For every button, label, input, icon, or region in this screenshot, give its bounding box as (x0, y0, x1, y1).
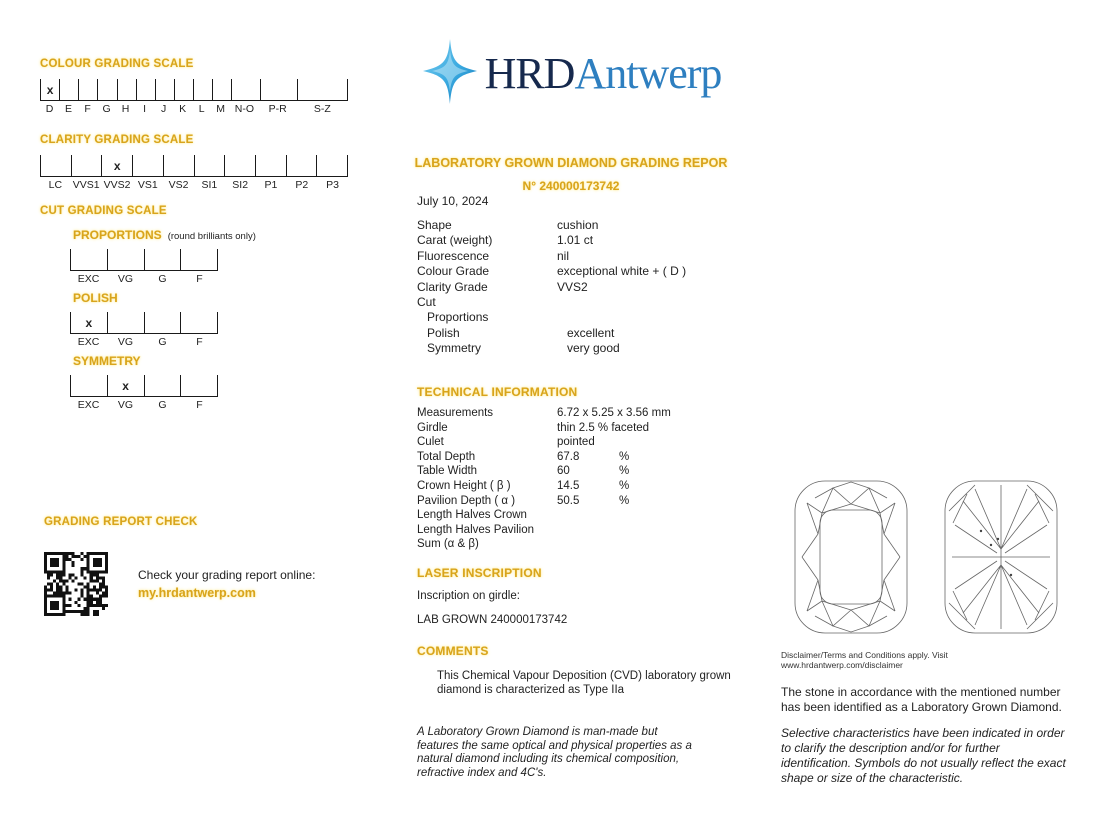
kv-row (417, 326, 737, 341)
brand-hrd: HRD (484, 49, 575, 98)
scale-cell-label: G (158, 273, 167, 285)
kv-row (417, 218, 737, 233)
kv-label: Measurements (417, 407, 494, 419)
kv-value: nil (557, 248, 570, 263)
kv-label: Polish (427, 325, 460, 340)
laser-inscription-value: LAB GROWN 240000173742 (417, 614, 568, 626)
scale-cell-label: G (158, 399, 167, 411)
kv-unit: % (619, 450, 630, 463)
proportions-note: (round brilliants only) (167, 231, 256, 242)
kv-value: 50.5 (557, 494, 580, 507)
scale-cell-SI2 (224, 155, 255, 176)
report-check-title: GRADING REPORT CHECK (44, 516, 198, 528)
scale-cell-label: H (121, 103, 130, 115)
scale-cell-label: P3 (326, 179, 339, 191)
clarity-grading-scale (40, 155, 348, 191)
scale-cell-label: M (216, 103, 226, 115)
scale-cell-J (155, 79, 174, 100)
kv-label: Colour Grade (417, 264, 490, 279)
diamond-pavilion-diagram (938, 477, 1064, 637)
kv-row (417, 295, 737, 310)
scale-cell-label: VG (117, 273, 134, 285)
symmetry-title: SYMMETRY (73, 354, 141, 368)
kv-unit: % (619, 479, 630, 492)
scale-cell-EXC (70, 375, 107, 396)
kv-label: Table Width (417, 465, 478, 478)
scale-cell-label: N-O (234, 103, 255, 115)
symmetry-scale (70, 375, 218, 411)
cut-grading-section (40, 205, 348, 411)
kv-row (417, 249, 737, 264)
scale-cell-label: L (198, 103, 205, 115)
scale-cell-label: F (196, 399, 203, 411)
diamond-crown-diagram (788, 477, 914, 637)
kv-row (417, 450, 737, 465)
kv-row (417, 233, 737, 248)
colour-grading-scale (40, 79, 348, 115)
report-title: LABORATORY GROWN DIAMOND GRADING REPOR (414, 156, 728, 170)
scale-cell-M (212, 79, 231, 100)
scale-cell-label: S-Z (313, 103, 331, 115)
scale-cell-P3 (316, 155, 348, 176)
kv-label: Pavilion Depth ( α ) (417, 494, 516, 507)
scale-cell-label: I (143, 103, 147, 115)
report-number: N° 240000173742 (522, 179, 620, 193)
kv-value: pointed (557, 436, 595, 449)
scale-cell-label: K (179, 103, 187, 115)
kv-label: Fluorescence (417, 248, 490, 263)
scale-cell-label: G (158, 336, 167, 348)
scale-cell-label: F (196, 273, 203, 285)
scale-cell-label: EXC (77, 336, 100, 348)
kv-label: Carat (weight) (417, 233, 493, 248)
scale-cell-G (144, 375, 181, 396)
laser-inscription-title: LASER INSCRIPTION (417, 566, 542, 580)
scale-cell-P1 (255, 155, 286, 176)
scale-cell-K (174, 79, 193, 100)
report-check-text: Check your grading report online: (138, 568, 316, 582)
scale-cell-label: VVS2 (103, 179, 131, 191)
selective-characteristics-text: Selective characteristics have been indicated in order to clarify the description and/or for further identification. Symbols do not usually reflect the exact shape or size of the characteristic. (781, 726, 1066, 785)
clarity-grading-section (40, 134, 348, 191)
proportions-scale (70, 249, 218, 285)
scale-cell-label: P1 (264, 179, 278, 191)
scale-cell-F (180, 375, 218, 396)
scale-cell-label: D (45, 103, 54, 115)
scale-cell-I (136, 79, 155, 100)
scale-cell-F (78, 79, 97, 100)
scale-cell-D (40, 79, 59, 100)
technical-info-title: TECHNICAL INFORMATION (417, 385, 578, 399)
clarity-scale-title: CLARITY GRADING SCALE (40, 134, 194, 146)
brand-antwerp: Antwerp (574, 49, 722, 98)
scale-cell-label: P-R (268, 103, 287, 115)
kv-value (557, 295, 605, 310)
scale-cell-N-O (231, 79, 259, 100)
kv-label: Proportions (427, 310, 489, 325)
kv-row (417, 523, 737, 538)
kv-value: very good (567, 341, 620, 356)
technical-info-table (417, 406, 737, 552)
kv-value: 60 (557, 465, 570, 478)
kv-row (417, 494, 737, 509)
grade-marker: x (113, 158, 121, 173)
kv-row (417, 310, 737, 325)
scale-cell-VG (107, 249, 144, 270)
kv-value: 1.01 ct (557, 233, 594, 248)
kv-value: cushion (557, 218, 599, 232)
kv-label: Cut (417, 295, 436, 310)
scale-cell-VG (107, 375, 144, 396)
stone-identification-text: The stone in accordance with the mentioned number has been identified as a Laboratory Grown Diamond. (781, 685, 1062, 714)
scale-cell-S-Z (297, 79, 348, 100)
disclaimer-text: Disclaimer/Terms and Conditions apply. Visit www.hrdantwerp.com/disclaimer (781, 650, 948, 670)
kv-value: 67.8 (557, 450, 580, 463)
kv-row (417, 280, 737, 295)
scale-cell-L (193, 79, 212, 100)
kv-unit: % (619, 465, 630, 478)
scale-cell-P-R (260, 79, 297, 100)
kv-row (417, 406, 737, 421)
colour-scale-title: COLOUR GRADING SCALE (40, 58, 194, 70)
kv-value: exceptional white + ( D ) (557, 264, 687, 279)
kv-label: Symmetry (427, 341, 481, 356)
scale-cell-label: VS1 (137, 179, 158, 191)
scale-cell-label: EXC (77, 399, 100, 411)
scale-cell-P2 (286, 155, 317, 176)
kv-value: excellent (567, 325, 615, 340)
kv-label: Sum (α & β) (417, 538, 479, 551)
kv-value (557, 508, 605, 523)
scale-cell-G (144, 312, 181, 333)
scale-cell-label: VS2 (168, 179, 189, 191)
laser-inscription-label: Inscription on girdle: (417, 590, 520, 602)
kv-value: VVS2 (557, 279, 588, 294)
scale-cell-label: F (196, 336, 203, 348)
kv-row (417, 537, 737, 552)
scale-cell-label: VVS1 (72, 179, 100, 191)
kv-row (417, 421, 737, 436)
scale-cell-label: SI1 (201, 179, 218, 191)
kv-label: Shape (417, 218, 452, 232)
kv-label: Clarity Grade (417, 279, 488, 294)
scale-cell-F (180, 249, 218, 270)
grade-marker: x (122, 378, 129, 393)
kv-row (417, 264, 737, 279)
kv-value (557, 537, 605, 552)
kv-row (417, 508, 737, 523)
brand-header (413, 38, 729, 110)
kv-value (557, 523, 605, 538)
grading-report-check-section (44, 516, 354, 616)
scale-cell-label: G (102, 103, 111, 115)
kv-label: Length Halves Pavilion (417, 523, 534, 536)
scale-cell-VG (107, 312, 144, 333)
star-icon (421, 38, 479, 110)
diamond-diagrams (788, 477, 1064, 637)
kv-label: Length Halves Crown (417, 509, 527, 522)
scale-cell-label: J (160, 103, 167, 115)
scale-cell-F (180, 312, 218, 333)
scale-cell-label: SI2 (232, 179, 249, 191)
hrd-antwerp-logo (413, 38, 729, 110)
scale-cell-label: EXC (77, 273, 100, 285)
kv-value: 14.5 (557, 479, 580, 492)
scale-cell-H (117, 79, 136, 100)
kv-unit: % (619, 494, 630, 507)
report-check-link[interactable]: my.hrdantwerp.com (138, 586, 256, 600)
scale-cell-LC (40, 155, 71, 176)
kv-row (417, 479, 737, 494)
diamond-details-table (417, 218, 737, 357)
kv-row (417, 341, 737, 356)
kv-label: Culet (417, 436, 444, 449)
scale-cell-label: P2 (295, 179, 309, 191)
kv-label: Total Depth (417, 450, 476, 463)
qr-code (44, 552, 108, 616)
grade-marker: x (85, 315, 93, 330)
kv-label: Girdle (417, 421, 448, 434)
kv-value: thin 2.5 % faceted (557, 421, 650, 434)
scale-cell-label: E (65, 103, 73, 115)
scale-cell-VVS1 (71, 155, 102, 176)
grade-marker: x (46, 82, 54, 97)
proportions-title: PROPORTIONS (73, 228, 162, 242)
scale-cell-SI1 (194, 155, 225, 176)
kv-row (417, 435, 737, 450)
scale-cell-label: VG (117, 399, 134, 411)
scale-cell-label: LC (48, 179, 63, 191)
kv-value (567, 310, 615, 325)
kv-value: 6.72 x 5.25 x 3.56 mm (557, 407, 671, 419)
scale-cell-VVS2 (101, 155, 132, 176)
polish-scale (70, 312, 218, 348)
lab-grown-note: A Laboratory Grown Diamond is man-made but features the same optical and physical properties as a natural diamond including its chemical composition, refractive index and 4C's. (417, 726, 692, 779)
scale-cell-G (144, 249, 181, 270)
polish-title: POLISH (73, 291, 118, 305)
comments-text: This Chemical Vapour Deposition (CVD) laboratory grown diamond is characterized as Type IIa (437, 670, 731, 696)
colour-grading-section (40, 58, 348, 115)
scale-cell-label: F (84, 103, 91, 115)
comments-title: COMMENTS (417, 644, 489, 658)
scale-cell-label: VG (117, 336, 134, 348)
scale-cell-EXC (70, 312, 107, 333)
kv-row (417, 464, 737, 479)
report-date: July 10, 2024 (417, 194, 489, 208)
scale-cell-VS2 (163, 155, 194, 176)
scale-cell-E (59, 79, 78, 100)
cut-scale-title: CUT GRADING SCALE (40, 205, 167, 217)
scale-cell-G (97, 79, 116, 100)
kv-label: Crown Height ( β ) (417, 479, 511, 492)
scale-cell-EXC (70, 249, 107, 270)
scale-cell-VS1 (132, 155, 163, 176)
